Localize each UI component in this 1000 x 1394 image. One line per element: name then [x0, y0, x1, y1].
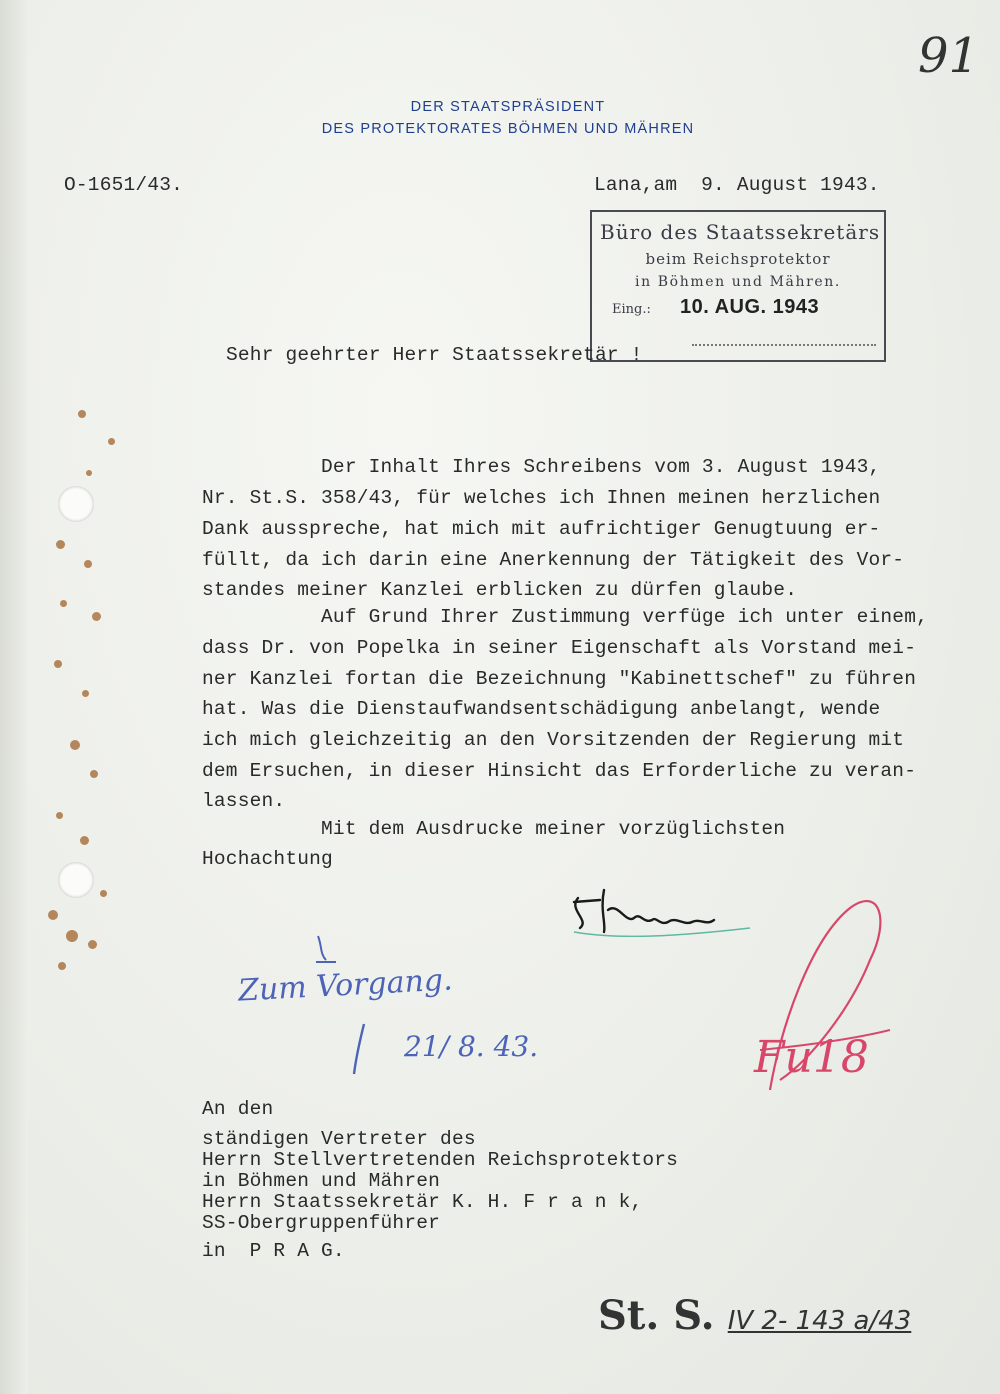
stamp-dotted-line: [692, 344, 876, 346]
stamp-line-2: beim Reichsprotektor: [645, 250, 831, 268]
blue-check-mark: [312, 930, 342, 970]
body-line: lassen.: [202, 790, 286, 812]
salutation: Sehr geehrter Herr Staatssekretär !: [226, 344, 643, 366]
blue-slash-mark: [340, 1018, 380, 1080]
body-line: standes meiner Kanzlei erblicken zu dürfen glaube.: [202, 579, 798, 601]
stamp-date: 10. AUG. 1943: [680, 296, 820, 318]
signature: [560, 880, 760, 950]
address-line: SS-Obergruppenführer: [202, 1212, 441, 1234]
filing-prefix: St. S.: [598, 1292, 715, 1339]
letterhead-line-1: DER STAATSPRÄSIDENT: [410, 99, 606, 115]
address-line: in Böhmen und Mähren: [202, 1170, 441, 1192]
body-line: dem Ersuchen, in dieser Hinsicht das Erforderliche zu veran-: [202, 760, 917, 782]
filing-reference: [598, 1292, 911, 1339]
stamp-label: Eing.:: [612, 302, 651, 317]
stamp-line-1: Büro des Staatssekretärs: [600, 220, 881, 244]
letterhead-line-2: DES PROTEKTORATES BÖHMEN UND MÄHREN: [321, 121, 695, 137]
body-line: Der Inhalt Ihres Schreibens vom 3. August 1943,: [202, 456, 881, 478]
body-line: ich mich gleichzeitig an den Vorsitzenden der Regierung mit: [202, 729, 905, 751]
filing-number: IV 2- 143 a/43: [727, 1306, 912, 1336]
address-line: An den: [202, 1098, 274, 1120]
address-line: Herrn Staatssekretär K. H. F r a n k,: [202, 1191, 643, 1213]
body-line: Hochachtung: [202, 848, 333, 870]
body-line: ner Kanzlei fortan die Bezeichnung "Kabinettschef" zu führen: [202, 668, 917, 690]
body-line: Auf Grund Ihrer Zustimmung verfüge ich unter einem,: [202, 606, 929, 628]
punch-hole-bottom: [58, 862, 94, 898]
address-line: ständigen Vertreter des: [202, 1128, 476, 1150]
reference-number: O-1651/43.: [64, 174, 184, 196]
address-city: in P R A G.: [202, 1240, 345, 1262]
page-fold-shadow: [0, 0, 28, 1394]
body-line: Dank ausspreche, hat mich mit aufrichtiger Genugtuung er-: [202, 518, 881, 540]
body-line: füllt, da ich darin eine Anerkennung der Tätigkeit des Vor-: [202, 549, 905, 571]
handwritten-note-line-1: Zum Vorgang.: [237, 962, 454, 1009]
stamp-line-3: in Böhmen und Mähren.: [635, 274, 841, 290]
body-line: hat. Was die Dienstaufwandsentschädigung anbelangt, wende: [202, 698, 881, 720]
page-number: 91: [918, 28, 980, 84]
punch-hole-top: [58, 486, 94, 522]
receipt-stamp: [590, 210, 886, 362]
body-line: Mit dem Ausdrucke meiner vorzüglichsten: [202, 818, 786, 840]
red-initials: Fu18: [754, 1032, 869, 1083]
address-line: Herrn Stellvertretenden Reichsprotektors: [202, 1149, 679, 1171]
handwritten-note-line-2: 21/ 8. 43.: [404, 1030, 539, 1063]
place-date: Lana,am 9. August 1943.: [594, 174, 880, 196]
body-line: dass Dr. von Popelka in seiner Eigenschaft als Vorstand mei-: [202, 637, 917, 659]
body-line: Nr. St.S. 358/43, für welches ich Ihnen meinen herzlichen: [202, 487, 881, 509]
